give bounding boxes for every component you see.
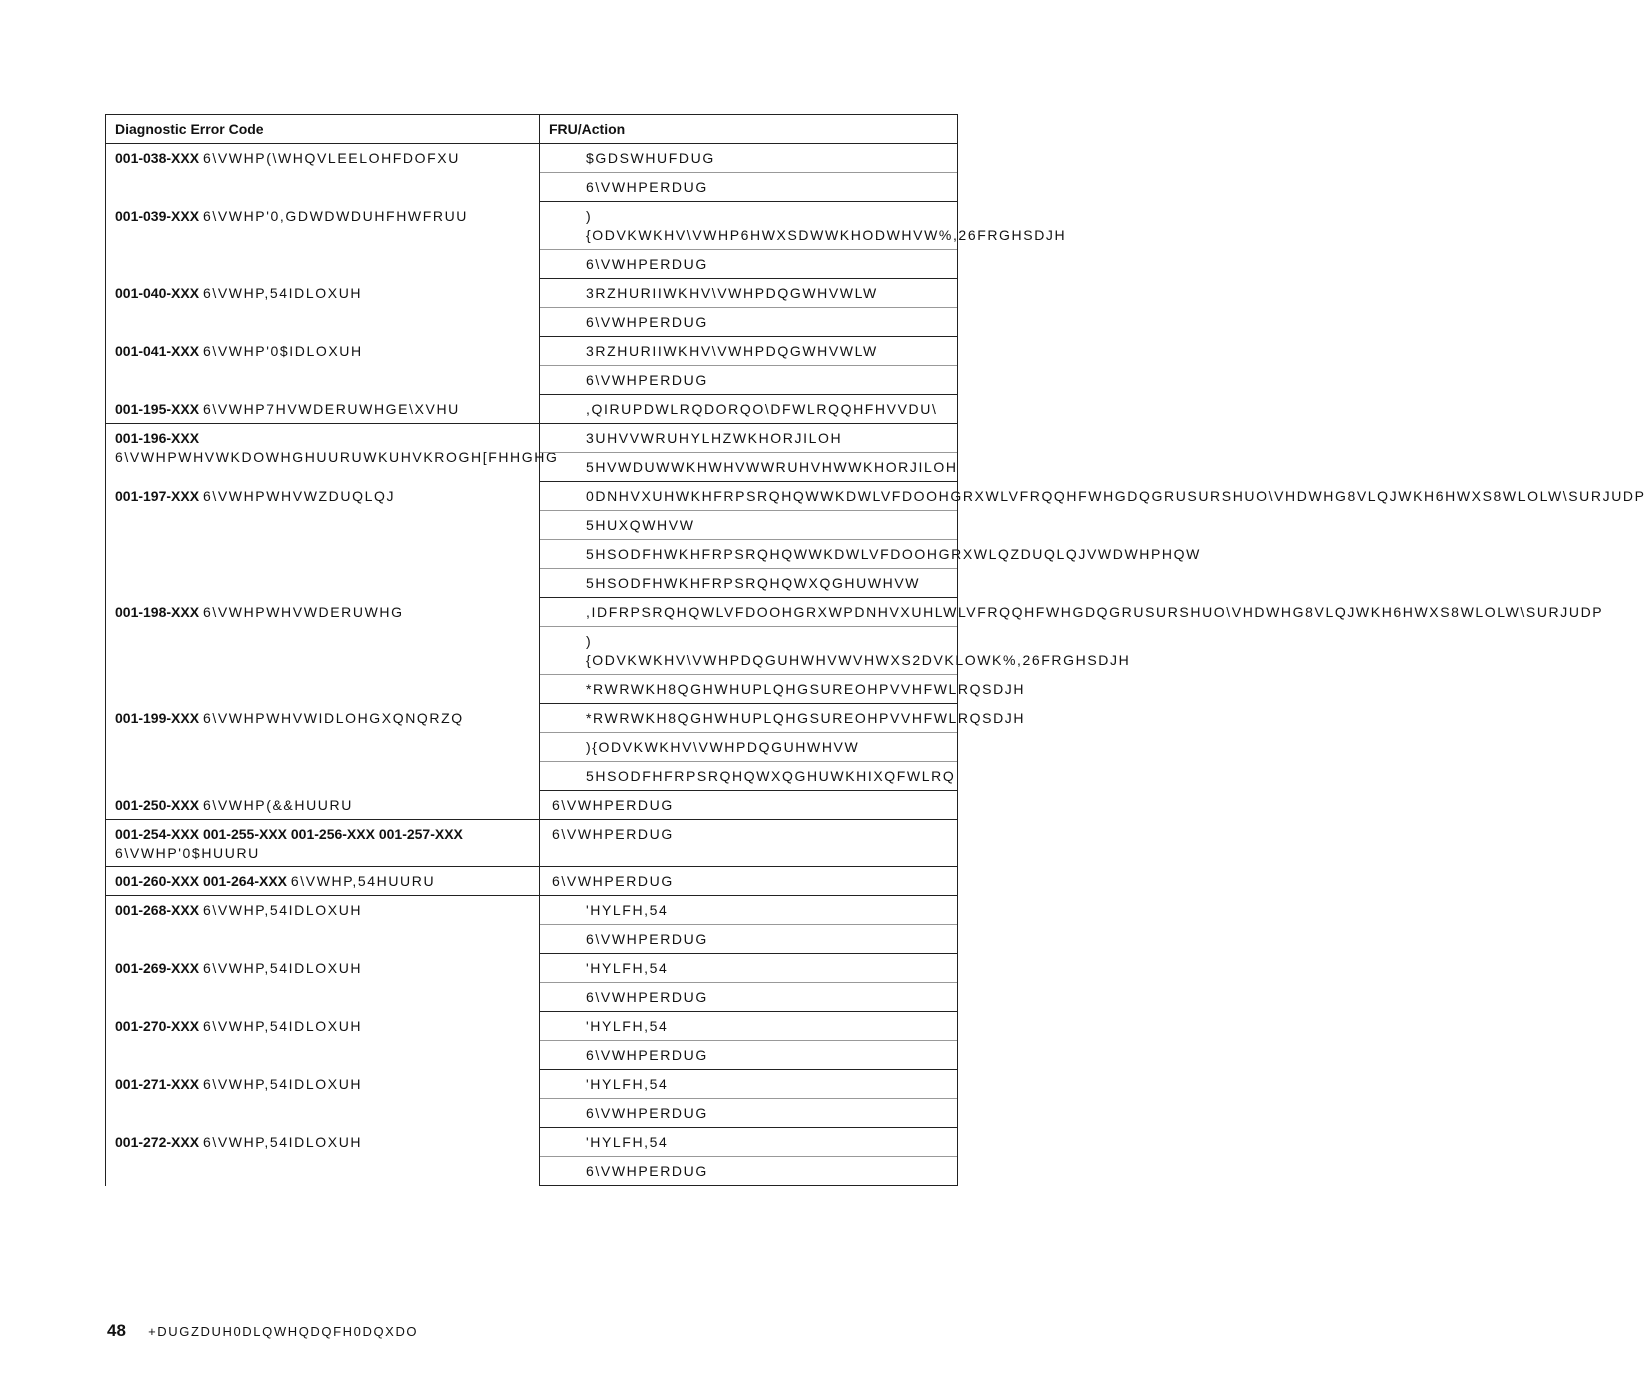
- fru-action-cell: [540, 511, 958, 540]
- fru-action-text: ,IDFRPSRQHQWLVFDOOHGRXWPDNHVXUHLWLVFRQQHFWHGDQGRUSURSHUO\VHDWHG8VLQJWKH6HWXS8WLOLW\SURJUDP: [586, 604, 1604, 620]
- fru-action-cell: [540, 675, 1026, 704]
- table-row: [106, 1070, 958, 1100]
- fru-action-cell: [540, 482, 1646, 512]
- error-description: 6\VWHP7HVWDERUWHGE\XVHU: [202, 400, 460, 417]
- error-code: 001-198-XXX: [115, 603, 200, 620]
- error-code: 001-040-XXX: [115, 284, 200, 301]
- table-row: [106, 337, 958, 367]
- error-code: 001-197-XXX: [115, 487, 200, 504]
- fru-action-cell: [540, 279, 958, 309]
- fru-action-cell: [540, 1099, 958, 1128]
- fru-action-text: 6\VWHPERDUG: [586, 256, 708, 272]
- table-row: [106, 202, 958, 251]
- fru-action-text: *RWRWKH8QGHWHUPLQHGSUREOHPVVHFWLRQSDJH: [586, 710, 1026, 726]
- fru-action-text: 5HSODFHFRPSRQHQWXQGHUWKHIXQFWLRQ: [586, 768, 956, 784]
- fru-action-cell: [540, 867, 958, 896]
- error-code-cell: [106, 424, 559, 482]
- table-header-row: [106, 115, 958, 144]
- error-description: 6\VWHP,54IDLOXUH: [202, 1075, 363, 1092]
- error-description: 6\VWHP(\WHQVLEELOHFDOFXU: [202, 150, 460, 166]
- fru-action-cell: [540, 704, 1026, 734]
- fru-action-text: 3RZHURIIWKHV\VWHPDQGWHVWLW: [586, 285, 878, 301]
- fru-action-text: 6\VWHPERDUG: [552, 797, 674, 813]
- fru-action-cell: [540, 733, 958, 762]
- fru-action-cell: [540, 762, 958, 791]
- error-code-cell: [106, 1128, 540, 1186]
- error-description: 6\VWHP,54HUURU: [290, 873, 436, 889]
- fru-action-cell: [540, 424, 958, 454]
- fru-action-cell: [540, 627, 1131, 675]
- page-number: 48: [107, 1321, 126, 1340]
- error-code: 001-195-XXX: [115, 400, 200, 417]
- fru-action-text: 6\VWHPERDUG: [586, 931, 708, 947]
- fru-action-text: 6\VWHPERDUG: [586, 1047, 708, 1063]
- fru-action-text: 6\VWHPERDUG: [552, 826, 674, 842]
- error-code-cell: [106, 896, 540, 954]
- fru-action-cell: [540, 144, 958, 174]
- error-code-cell: [106, 144, 540, 202]
- error-code-cell: [106, 1070, 540, 1128]
- error-code: 001-196-XXX: [115, 430, 200, 446]
- error-code-cell: [106, 202, 540, 279]
- error-code-cell: [106, 598, 540, 704]
- fru-action-text: 6\VWHPERDUG: [586, 372, 708, 388]
- fru-action-text: 'HYLFH,54: [586, 1134, 669, 1150]
- error-description: 6\VWHP,54IDLOXUH: [202, 284, 363, 301]
- error-description: 6\VWHP,54IDLOXUH: [202, 959, 363, 976]
- error-code: 001-268-XXX: [115, 902, 200, 918]
- error-code: 001-272-XXX: [115, 1133, 200, 1150]
- fru-action-cell: [540, 1157, 958, 1186]
- fru-action-cell: [540, 366, 958, 395]
- table-row: [106, 395, 958, 424]
- fru-action-text: ){ODVKWKHV\VWHP6HWXSDWWKHODWHVW%,26FRGHSDJH: [586, 208, 1067, 243]
- fru-action-text: *RWRWKH8QGHWHUPLQHGSUREOHPVVHFWLRQSDJH: [586, 681, 1026, 697]
- error-code: 001-260-XXX 001-264-XXX: [115, 873, 287, 889]
- fru-action-cell: [540, 308, 958, 337]
- manual-title: +DUGZDUH0DLQWHQDQFH0DQXDO: [148, 1324, 419, 1339]
- fru-action-text: ){ODVKWKHV\VWHPDQGUHWHVW: [586, 739, 860, 755]
- fru-action-text: 6\VWHPERDUG: [586, 989, 708, 1005]
- table-row: [106, 704, 958, 734]
- error-code: 001-254-XXX 001-255-XXX 001-256-XXX 001-257-XXX: [115, 826, 463, 842]
- table-row: [106, 1128, 958, 1158]
- error-description: 6\VWHP'0,GDWDWDUHFHWFRUU: [202, 207, 469, 224]
- table-row: [106, 954, 958, 984]
- fru-action-cell: [540, 1041, 958, 1070]
- fru-action-cell: [540, 925, 958, 954]
- fru-action-text: 5HUXQWHVW: [586, 517, 695, 533]
- error-code-cell: [106, 820, 540, 867]
- fru-action-text: 5HSODFHWKHFRPSRQHQWXQGHUWHVW: [586, 575, 921, 591]
- table-row: [106, 144, 958, 174]
- error-code: 001-269-XXX: [115, 959, 200, 976]
- fru-action-text: 3UHVVWRUHYLHZWKHORJILOH: [586, 430, 843, 446]
- error-description: 6\VWHPWHVWIDLOHGXQNQRZQ: [202, 709, 464, 726]
- error-description: 6\VWHP'0$HUURU: [115, 845, 260, 861]
- error-code-cell: [106, 867, 540, 896]
- error-code-cell: [106, 791, 540, 820]
- fru-action-text: 6\VWHPERDUG: [586, 1105, 708, 1121]
- table-row: [106, 482, 958, 512]
- fru-action-text: 'HYLFH,54: [586, 902, 669, 918]
- error-code: 001-271-XXX: [115, 1075, 200, 1092]
- fru-action-text: 6\VWHPERDUG: [586, 179, 708, 195]
- fru-action-cell: [540, 540, 1201, 569]
- fru-action-cell: [540, 569, 958, 598]
- fru-action-cell: [540, 598, 1604, 628]
- error-description: 6\VWHP,54IDLOXUH: [202, 1133, 363, 1150]
- header-fru-action: FRU/Action: [540, 115, 958, 144]
- table-body: [106, 144, 1646, 1186]
- error-code: 001-041-XXX: [115, 342, 200, 359]
- fru-action-cell: [540, 983, 958, 1012]
- fru-action-cell: [540, 1128, 958, 1158]
- table-row: [106, 867, 958, 896]
- error-code: 001-250-XXX: [115, 796, 200, 813]
- table-row: [106, 896, 958, 926]
- error-code-cell: [106, 279, 540, 337]
- fru-action-text: 5HVWDUWWKHWHVWWRUHVHWWKHORJILOH: [586, 459, 958, 475]
- fru-action-cell: [540, 820, 958, 867]
- fru-action-text: ){ODVKWKHV\VWHPDQGUHWHVWVHWXS2DVKLOWK%,26FRGHSDJH: [586, 633, 1131, 668]
- table-row: [106, 791, 958, 820]
- error-code-cell: [106, 482, 540, 598]
- fru-action-cell: [540, 453, 958, 482]
- error-code-cell: [106, 395, 540, 424]
- fru-action-text: 'HYLFH,54: [586, 960, 669, 976]
- fru-action-cell: [540, 896, 958, 926]
- fru-action-text: 5HSODFHWKHFRPSRQHQWWKDWLVFDOOHGRXWLQZDUQLQJVWDWHPHQW: [586, 546, 1201, 562]
- fru-action-cell: [540, 173, 958, 202]
- fru-action-text: 'HYLFH,54: [586, 1018, 669, 1034]
- error-code: 001-199-XXX: [115, 709, 200, 726]
- error-description: 6\VWHPWHVWZDUQLQJ: [202, 487, 396, 504]
- page-footer: [107, 1321, 418, 1341]
- fru-action-text: 6\VWHPERDUG: [586, 314, 708, 330]
- fru-action-cell: [540, 1070, 958, 1100]
- error-code-cell: [106, 1012, 540, 1070]
- fru-action-text: 0DNHVXUHWKHFRPSRQHQWWKDWLVFDOOHGRXWLVFRQQHFWHGDQGRUSURSHUO\VHDWHG8VLQJWKH6HWXS8WLOLW\SURJUDP: [586, 488, 1646, 504]
- fru-action-cell: [540, 954, 958, 984]
- error-description: 6\VWHPWHVWDERUWHG: [202, 603, 404, 620]
- error-code-cell: [106, 337, 540, 395]
- diagnostic-table: [105, 114, 1646, 1186]
- error-description: 6\VWHP(&&HUURU: [202, 796, 353, 813]
- fru-action-text: 3RZHURIIWKHV\VWHPDQGWHVWLW: [586, 343, 878, 359]
- fru-action-cell: [540, 250, 958, 279]
- table-row: [106, 1012, 958, 1042]
- error-code: 001-270-XXX: [115, 1017, 200, 1034]
- error-description: 6\VWHP,54IDLOXUH: [202, 902, 363, 918]
- fru-action-text: 6\VWHPERDUG: [552, 873, 674, 889]
- error-code-cell: [106, 704, 540, 791]
- error-description: 6\VWHP,54IDLOXUH: [202, 1017, 363, 1034]
- error-code: 001-038-XXX: [115, 150, 200, 166]
- table-row: [106, 820, 958, 867]
- header-error-code: Diagnostic Error Code: [106, 115, 540, 144]
- fru-action-text: ,QIRUPDWLRQDORQO\DFWLRQQHFHVVDU\: [586, 401, 938, 417]
- error-description: 6\VWHPWHVWKDOWHGHUURUWKUHVKROGH[FHHGHG: [115, 449, 559, 465]
- error-code-cell: [106, 954, 540, 1012]
- fru-action-text: 6\VWHPERDUG: [586, 1163, 708, 1179]
- fru-action-cell: [540, 337, 958, 367]
- error-code: 001-039-XXX: [115, 207, 200, 224]
- fru-action-text: $GDSWHUFDUG: [586, 150, 715, 166]
- error-description: 6\VWHP'0$IDLOXUH: [202, 342, 363, 359]
- table-row: [106, 279, 958, 309]
- fru-action-text: 'HYLFH,54: [586, 1076, 669, 1092]
- fru-action-cell: [540, 791, 958, 820]
- fru-action-cell: [540, 395, 958, 424]
- table-row: [106, 424, 958, 454]
- fru-action-cell: [540, 202, 1067, 251]
- table-row: [106, 598, 958, 628]
- fru-action-cell: [540, 1012, 958, 1042]
